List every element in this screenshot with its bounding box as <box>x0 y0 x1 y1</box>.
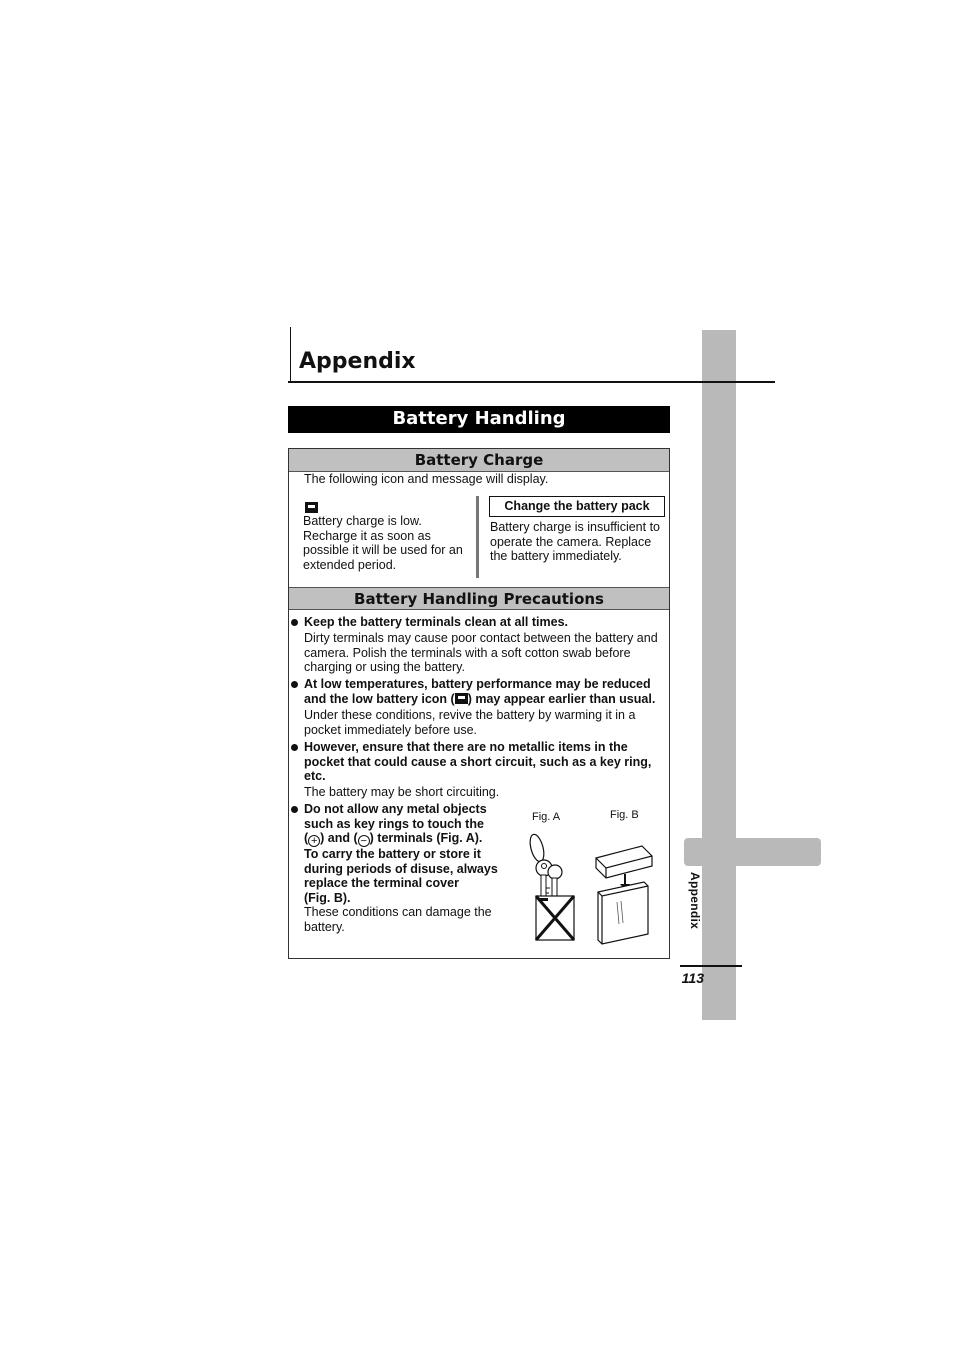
side-strip <box>702 330 736 1020</box>
low-battery-icon <box>455 693 468 704</box>
header-horizontal-rule <box>288 381 775 383</box>
bullet-1 <box>291 619 298 626</box>
battery-charge-heading: Battery Charge <box>289 449 669 472</box>
fig-b-label: Fig. B <box>610 809 639 821</box>
fig-a-label: Fig. A <box>532 811 561 823</box>
side-tab <box>684 838 821 866</box>
precaution-4-heading: Do not allow any metal objects such as key rings to touch the ( + ) and ( − ) terminals (Fig. A). To carry the battery or store it during periods of disuse, always replace the terminal cover (Fig. B). <box>304 802 498 905</box>
precaution-2-text: Under these conditions, revive the battery by warming it in a pocket immediately before use. <box>304 708 636 737</box>
section-title: Battery Handling <box>288 406 670 433</box>
page-number-rule <box>680 965 742 967</box>
fig-a-keyring-battery-illustration <box>522 830 582 945</box>
fig-b-terminal-cover-illustration <box>592 840 660 946</box>
precautions-heading: Battery Handling Precautions <box>289 587 669 610</box>
precaution-1-heading: Keep the battery terminals clean at all times. <box>304 615 568 629</box>
side-tab-label: Appendix <box>688 872 702 930</box>
bullet-4 <box>291 806 298 813</box>
precaution-3-text: The battery may be short circuiting. <box>304 785 500 799</box>
bullet-3 <box>291 744 298 751</box>
page-title: Appendix <box>299 349 416 374</box>
change-battery-text: Battery charge is insufficient to operate the camera. Replace the battery immediately. <box>490 520 660 563</box>
plus-terminal-icon: + <box>308 835 320 847</box>
charge-intro: The following icon and message will display. <box>304 472 549 486</box>
precaution-3-heading: However, ensure that there are no metallic items in the pocket that could cause a short circuit, such as a key ring, etc. <box>304 740 652 783</box>
page-number: 113 <box>681 970 704 986</box>
minus-terminal-icon: − <box>358 835 370 847</box>
precaution-2-heading: At low temperatures, battery performance may be reduced and the low battery icon ( ) may appear earlier than usual. <box>304 677 656 706</box>
bullet-2 <box>291 681 298 688</box>
charge-divider <box>476 496 479 578</box>
header-vertical-rule <box>290 327 291 382</box>
precaution-1-text: Dirty terminals may cause poor contact between the battery and camera. Polish the terminals with a soft cotton swab before charging or using the battery. <box>304 631 658 674</box>
change-battery-message: Change the battery pack <box>489 496 665 517</box>
precaution-4-text: These conditions can damage the battery. <box>304 905 492 934</box>
low-battery-text: Battery charge is low. Recharge it as soon as possible it will be used for an extended period. <box>303 514 463 572</box>
